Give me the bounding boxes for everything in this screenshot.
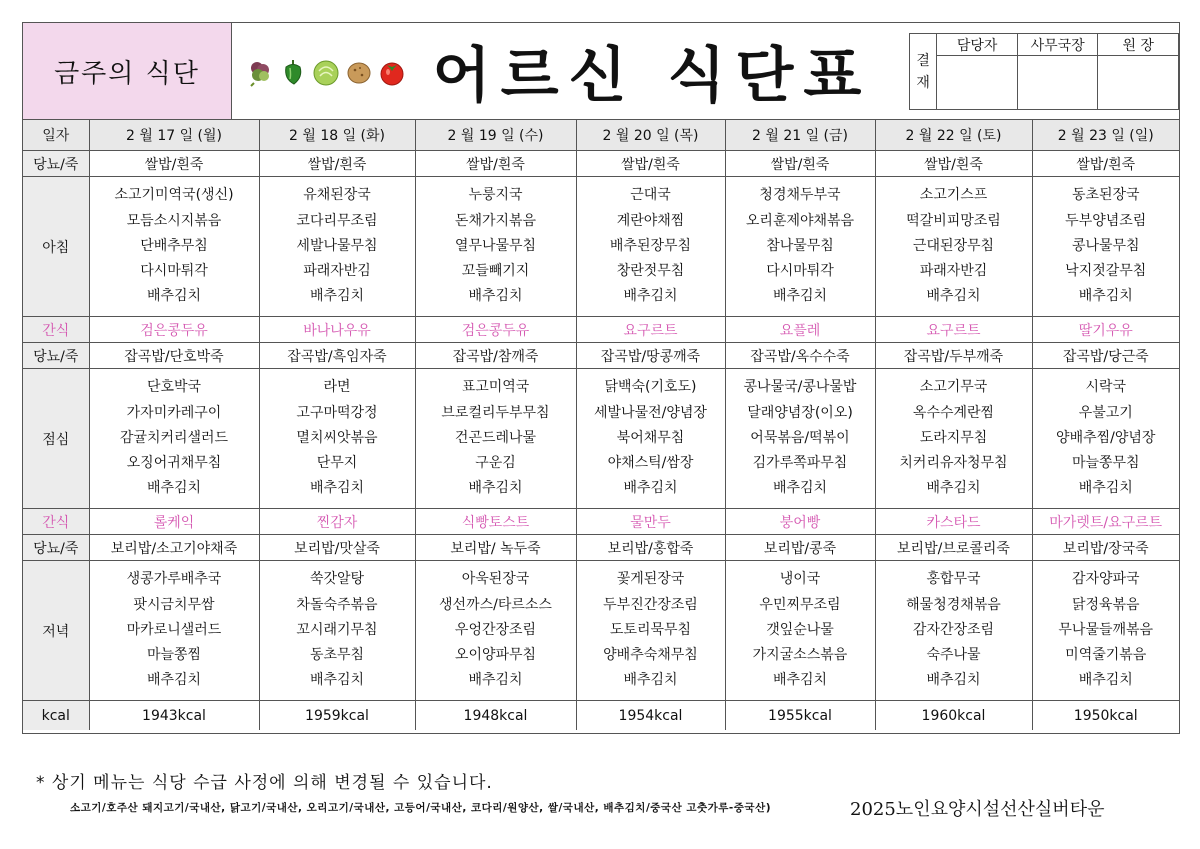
menu-item: 감자양파국 (1071, 571, 1140, 588)
menu-item: 코다리무조림 (296, 212, 378, 229)
date-cell: 2 월 17 일 (월) (89, 120, 259, 151)
menu-item: 배추김치 (468, 480, 523, 497)
pepper-icon (278, 57, 308, 87)
menu-item: 다시마튀각 (140, 263, 208, 280)
menu-item: 시락국 (1085, 379, 1127, 396)
kcal-cell: 1943kcal (89, 701, 259, 731)
kcal-row (23, 701, 1179, 731)
menu-item: 마카로니샐러드 (126, 621, 222, 638)
menu-item: 배추된장무침 (609, 237, 692, 254)
menu-item: 배추김치 (1078, 672, 1133, 689)
menu-item: 참나물무침 (766, 237, 834, 254)
breakfast-cell (89, 177, 259, 317)
menu-item: 갯잎순나물 (766, 621, 834, 638)
snack-cell: 물만두 (576, 509, 725, 535)
menu-item: 두부양념조림 (1065, 212, 1147, 229)
lunch-row (23, 369, 1179, 509)
approval-role-director: 원 장 (1098, 34, 1179, 56)
menu-item: 닭백숙(기호도) (604, 379, 697, 396)
snack-cell: 마가렛트/요구르트 (1032, 509, 1179, 535)
lunch-cell (89, 369, 259, 509)
menu-item: 가자미카레구이 (126, 404, 222, 421)
week-label: 금주의 식단 (23, 23, 232, 119)
menu-item: 배추김치 (623, 480, 678, 497)
menu-item: 동초무침 (309, 647, 365, 664)
menu-table (23, 119, 1179, 730)
menu-item: 달래양념장(이오) (747, 404, 853, 421)
menu-item: 배추김치 (309, 480, 365, 497)
menu-item: 북어채무침 (616, 429, 685, 446)
menu-item: 냉이국 (779, 571, 821, 588)
date-cell: 2 월 19 일 (수) (415, 120, 576, 151)
porridge-cell: 쌀밥/흰죽 (415, 151, 576, 177)
menu-item: 쑥갓알탕 (309, 571, 365, 588)
lunch-cell (875, 369, 1032, 509)
menu-item: 배추김치 (309, 288, 365, 305)
menu-item: 우엉간장조림 (454, 621, 537, 638)
date-cell: 2 월 22 일 (토) (875, 120, 1032, 151)
porridge-cell: 보리밥/소고기야채죽 (89, 535, 259, 561)
menu-item: 브로컬리두부무침 (441, 404, 550, 421)
menu-item: 동초된장국 (1071, 187, 1140, 204)
menu-item: 가지굴소스볶음 (752, 647, 848, 664)
menu-item: 다시마튀각 (766, 263, 834, 280)
lettuce-icon (245, 57, 275, 87)
snack-cell: 요구르트 (875, 317, 1032, 343)
snack-cell: 검은콩두유 (89, 317, 259, 343)
porridge-cell: 쌀밥/흰죽 (259, 151, 415, 177)
menu-item: 오징어귀채무침 (126, 455, 222, 472)
menu-item: 숙주나물 (926, 647, 981, 664)
vegetable-icons (245, 57, 407, 87)
date-cell: 2 월 20 일 (목) (576, 120, 725, 151)
dinner-porridge-row (23, 535, 1179, 561)
menu-item: 팟시금치무쌈 (133, 596, 215, 613)
menu-item: 꼬시래기무침 (296, 621, 378, 638)
dinner-cell (576, 561, 725, 701)
row-label: 간식 (23, 509, 89, 535)
porridge-cell: 보리밥/콩죽 (725, 535, 875, 561)
menu-item: 낙지젓갈무침 (1065, 263, 1147, 280)
menu-item: 표고미역국 (461, 379, 530, 396)
snack-cell: 식빵토스트 (415, 509, 576, 535)
facility-name: 2025노인요양시설선산실버타운 (850, 799, 1105, 820)
menu-item: 배추김치 (623, 672, 678, 689)
approval-role-secretary: 사무국장 (1017, 34, 1098, 56)
menu-item: 배추김치 (772, 672, 828, 689)
menu-item: 우민찌무조림 (759, 596, 841, 613)
menu-item: 홍합무국 (926, 571, 981, 588)
snack-cell: 바나나우유 (259, 317, 415, 343)
porridge-cell: 쌀밥/흰죽 (89, 151, 259, 177)
approval-role-manager: 담당자 (937, 34, 1018, 56)
header (23, 23, 1179, 120)
dinner-cell (725, 561, 875, 701)
lunch-cell (259, 369, 415, 509)
menu-item: 도라지무침 (919, 429, 988, 446)
menu-item: 배추김치 (309, 672, 365, 689)
approval-group-label (910, 34, 937, 110)
menu-item: 배추김치 (1078, 288, 1133, 305)
menu-item: 옥수수계란찜 (912, 404, 995, 421)
menu-item: 양배추찜/양념장 (1056, 429, 1156, 446)
porridge-cell: 보리밥/브로콜리죽 (875, 535, 1032, 561)
menu-item: 단호박국 (146, 379, 202, 396)
porridge-cell: 보리밥/장국죽 (1032, 535, 1179, 561)
menu-item: 구운김 (475, 455, 516, 472)
menu-item: 누룽지국 (468, 187, 523, 204)
dinner-cell (415, 561, 576, 701)
potato-icon (344, 57, 374, 87)
breakfast-row (23, 177, 1179, 317)
porridge-cell: 잡곡밥/당근죽 (1032, 343, 1179, 369)
porridge-cell: 잡곡밥/단호박죽 (89, 343, 259, 369)
date-row (23, 120, 1179, 151)
menu-item: 계란야채찜 (616, 212, 685, 229)
approval-box (909, 33, 1179, 110)
menu-item: 파래자반김 (919, 263, 988, 280)
porridge-cell: 보리밥/ 녹두죽 (415, 535, 576, 561)
menu-item: 감자간장조림 (912, 621, 995, 638)
menu-item: 우불고기 (1078, 404, 1133, 421)
kcal-cell: 1948kcal (415, 701, 576, 731)
breakfast-cell (415, 177, 576, 317)
menu-item: 단배추무침 (140, 237, 208, 254)
menu-item: 배추김치 (1078, 480, 1133, 497)
approval-sign-secretary (1017, 56, 1098, 110)
menu-item: 라면 (323, 379, 351, 396)
menu-item: 창란젓무침 (616, 263, 685, 280)
menu-item: 어묵볶음/떡볶이 (750, 429, 850, 446)
menu-item: 청경채두부국 (759, 187, 841, 204)
row-label: 당뇨/죽 (23, 535, 89, 561)
menu-item: 근대된장무침 (912, 237, 995, 254)
snack-cell: 요플레 (725, 317, 875, 343)
afternoon-snack-row (23, 509, 1179, 535)
menu-item: 생선까스/타르소스 (439, 596, 552, 613)
menu-item: 콩나물국/콩나물밥 (743, 379, 857, 396)
row-label: 간식 (23, 317, 89, 343)
menu-item: 열무나물무침 (454, 237, 537, 254)
menu-item: 콩나물무침 (1071, 237, 1140, 254)
row-label: 일자 (23, 120, 89, 151)
menu-item: 생콩가루배추국 (126, 571, 222, 588)
menu-item: 건곤드레나물 (454, 429, 537, 446)
menu-item: 소고기미역국(생신) (114, 187, 234, 204)
approval-group-char: 결 (916, 52, 930, 69)
morning-snack-row (23, 317, 1179, 343)
menu-item: 배추김치 (623, 288, 678, 305)
menu-item: 마늘쫑찜 (146, 647, 202, 664)
kcal-cell: 1954kcal (576, 701, 725, 731)
porridge-cell: 쌀밥/흰죽 (725, 151, 875, 177)
menu-item: 양배추숙채무침 (603, 647, 698, 664)
menu-item: 도토리묵무침 (609, 621, 692, 638)
snack-cell: 딸기우유 (1032, 317, 1179, 343)
row-label: 아침 (23, 177, 89, 317)
menu-item: 유채된장국 (303, 187, 371, 204)
row-label: kcal (23, 701, 89, 731)
menu-item: 배추김치 (926, 480, 981, 497)
row-label: 당뇨/죽 (23, 343, 89, 369)
lunch-cell (725, 369, 875, 509)
menu-item: 배추김치 (926, 672, 981, 689)
menu-item: 야채스틱/쌈장 (607, 455, 694, 472)
breakfast-cell (1032, 177, 1179, 317)
menu-item: 세발나물무침 (296, 237, 378, 254)
menu-item: 꼬들빼기지 (461, 263, 530, 280)
date-cell: 2 월 23 일 (일) (1032, 120, 1179, 151)
menu-item: 꽃게된장국 (616, 571, 685, 588)
row-label: 저녁 (23, 561, 89, 701)
row-label: 당뇨/죽 (23, 151, 89, 177)
menu-item: 배추김치 (468, 672, 523, 689)
porridge-cell: 보리밥/홍합죽 (576, 535, 725, 561)
menu-item: 세발나물전/양념장 (594, 404, 707, 421)
menu-item: 배추김치 (772, 288, 828, 305)
porridge-cell: 잡곡밥/옥수수죽 (725, 343, 875, 369)
breakfast-cell (576, 177, 725, 317)
menu-item: 배추김치 (772, 480, 828, 497)
cabbage-icon (311, 57, 341, 87)
porridge-cell: 잡곡밥/참깨죽 (415, 343, 576, 369)
snack-cell: 요구르트 (576, 317, 725, 343)
snack-cell: 검은콩두유 (415, 317, 576, 343)
menu-item: 고구마떡강정 (296, 404, 378, 421)
dinner-row (23, 561, 1179, 701)
menu-item: 배추김치 (146, 480, 202, 497)
lunch-cell (1032, 369, 1179, 509)
menu-item: 떡갈비피망조림 (906, 212, 1001, 229)
menu-item: 오이양파무침 (454, 647, 537, 664)
menu-item: 근대국 (630, 187, 671, 204)
porridge-cell: 보리밥/맛살죽 (259, 535, 415, 561)
menu-item: 배추김치 (926, 288, 981, 305)
porridge-cell: 쌀밥/흰죽 (576, 151, 725, 177)
lunch-cell (576, 369, 725, 509)
breakfast-cell (259, 177, 415, 317)
snack-cell: 카스타드 (875, 509, 1032, 535)
breakfast-cell (875, 177, 1032, 317)
menu-item: 배추김치 (146, 288, 202, 305)
menu-item: 모듬소시지볶음 (126, 212, 222, 229)
menu-item: 오리훈제야채볶음 (745, 212, 855, 229)
menu-item: 김가루쪽파무침 (752, 455, 848, 472)
porridge-cell: 쌀밥/흰죽 (875, 151, 1032, 177)
menu-item: 치커리유자청무침 (899, 455, 1008, 472)
row-label: 점심 (23, 369, 89, 509)
menu-item: 미역줄기볶음 (1065, 647, 1147, 664)
porridge-cell: 잡곡밥/흑임자죽 (259, 343, 415, 369)
dinner-cell (1032, 561, 1179, 701)
snack-cell: 찐감자 (259, 509, 415, 535)
tomato-icon (377, 57, 407, 87)
porridge-cell: 잡곡밥/두부깨죽 (875, 343, 1032, 369)
menu-item: 마늘쫑무침 (1071, 455, 1140, 472)
menu-item: 멸치씨앗볶음 (296, 429, 378, 446)
page-title: 어르신 식단표 (432, 41, 872, 111)
menu-item: 닭정육볶음 (1071, 596, 1140, 613)
kcal-cell: 1950kcal (1032, 701, 1179, 731)
menu-item: 무나물들깨볶음 (1058, 621, 1154, 638)
breakfast-cell (725, 177, 875, 317)
kcal-cell: 1955kcal (725, 701, 875, 731)
menu-item: 감귤치커리샐러드 (119, 429, 229, 446)
menu-item: 돈채가지볶음 (454, 212, 537, 229)
menu-item: 소고기스프 (919, 187, 988, 204)
lunch-porridge-row (23, 343, 1179, 369)
dinner-cell (89, 561, 259, 701)
menu-item: 소고기무국 (919, 379, 988, 396)
menu-item: 파래자반김 (303, 263, 371, 280)
date-cell: 2 월 21 일 (금) (725, 120, 875, 151)
menu-item: 두부진간장조림 (603, 596, 698, 613)
kcal-cell: 1959kcal (259, 701, 415, 731)
porridge-cell: 잡곡밥/땅콩깨죽 (576, 343, 725, 369)
approval-sign-director (1098, 56, 1179, 110)
approval-sign-manager (937, 56, 1018, 110)
snack-cell: 롤케익 (89, 509, 259, 535)
lunch-cell (415, 369, 576, 509)
menu-sheet (22, 22, 1180, 734)
dinner-cell (875, 561, 1032, 701)
snack-cell: 붕어빵 (725, 509, 875, 535)
porridge-cell: 쌀밥/흰죽 (1032, 151, 1179, 177)
menu-item: 차돌숙주볶음 (296, 596, 378, 613)
menu-item: 해물청경채볶음 (906, 596, 1001, 613)
menu-item: 배추김치 (146, 672, 202, 689)
date-cell: 2 월 18 일 (화) (259, 120, 415, 151)
kcal-cell: 1960kcal (875, 701, 1032, 731)
dinner-cell (259, 561, 415, 701)
change-notice: * 상기 메뉴는 식당 수급 사정에 의해 변경될 수 있습니다. (36, 773, 493, 793)
approval-group-char: 재 (916, 74, 930, 91)
morning-porridge-row (23, 151, 1179, 177)
menu-item: 아욱된장국 (461, 571, 530, 588)
origin-info: 소고기/호주산 돼지고기/국내산, 닭고기/국내산, 오리고기/국내산, 고등어/국내산, 코다리/원양산, 쌀/국내산, 배추김치/중국산 고춧가루-중국산) (70, 802, 772, 814)
menu-item: 배추김치 (468, 288, 523, 305)
menu-item: 단무지 (316, 455, 358, 472)
